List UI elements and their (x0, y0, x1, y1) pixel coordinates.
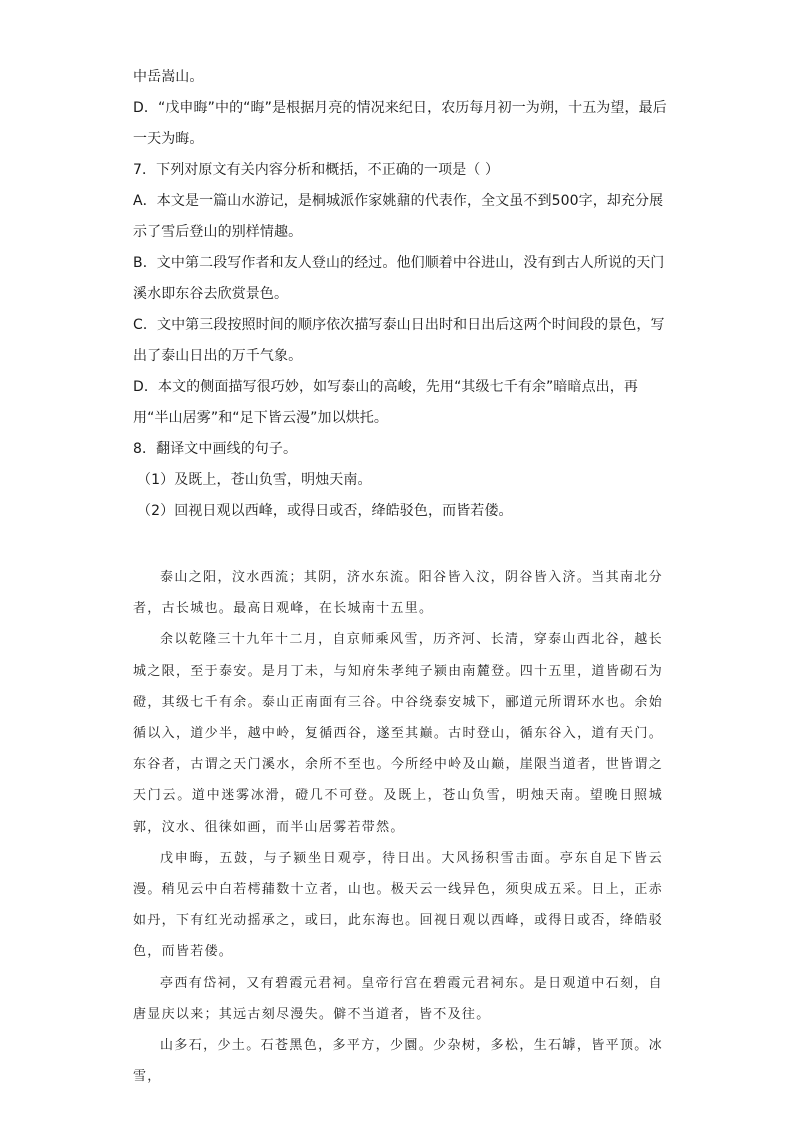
q7-option-b: B．文中第二段写作者和友人登山的经过。他们顺着中谷进山，没有到古人所说的天门溪水即东谷去欣赏景色。 (133, 255, 665, 302)
q7-option-c: C．文中第三段按照时间的顺序依次描写泰山日出时和日出后这两个时间段的景色，写出了泰山日出的万千气象。 (133, 317, 665, 364)
q8-item-1: （1）及既上，苍山负雪，明烛天南。 (137, 472, 372, 488)
q8-item-2: （2）回视日观以西峰，或得日或否，绛皓驳色，而皆若偻。 (137, 503, 513, 519)
q6-tail: 中岳嵩山。 (133, 69, 204, 85)
passage-paragraph-5: 山多石，少土。石苍黑色，多平方，少圜。少杂树，多松，生石罅，皆平顶。冰雪， (133, 1038, 663, 1085)
q6-option-d: D．“戊申晦”中的“晦”是根据月亮的情况来纪日，农历每月初一为朔，十五为望，最后一天为晦。 (133, 100, 667, 147)
classical-passage (133, 562, 663, 1092)
q8-stem: 8．翻译文中画线的句子。 (133, 441, 298, 457)
passage-paragraph-2: 余以乾隆三十九年十二月，自京师乘风雪，历齐河、长清，穿泰山西北谷，越长城之限，至于泰安。是月丁未，与知府朱孝纯子颍由南麓登。四十五里，道皆砌石为磴，其级七千有余。泰山正南面有三谷。中谷绕泰安城下，郦道元所谓环水也。余始循以入，道少半，越中岭，复循西谷，遂至其巅。古时登山，循东谷入，道有天门。东谷者，古谓之天门溪水，余所不至也。今所经中岭及山巅，崖限当道者，世皆谓之天门云。道中迷雾冰滑，磴几不可登。及既上，苍山负雪，明烛天南。望晚日照城郭，汶水、徂徕如画，而半山居雾若带然。 (133, 632, 663, 835)
passage-paragraph-4: 亭西有岱祠，又有碧霞元君祠。皇帝行宫在碧霞元君祠东。是日观道中石刻，自唐显庆以来；其远古刻尽漫失。僻不当道者，皆不及往。 (133, 975, 663, 1022)
q7-stem: 7．下列对原文有关内容分析和概括，不正确的一项是（ ） (133, 162, 500, 178)
q7-option-d: D．本文的侧面描写很巧妙，如写泰山的高峻，先用“其级七千有余”暗暗点出，再用“半山居雾”和“足下皆云漫”加以烘托。 (133, 379, 638, 426)
questions-section (133, 62, 673, 527)
q7-option-a: A．本文是一篇山水游记，是桐城派作家姚鼐的代表作，全文虽不到500字，却充分展示了雪后登山的别样情趣。 (133, 193, 664, 240)
passage-paragraph-3: 戊申晦，五鼓，与子颍坐日观亭，待日出。大风扬积雪击面。亭东自足下皆云漫。稍见云中白若樗蒱数十立者，山也。极天云一线异色，须臾成五采。日上，正赤如丹，下有红光动摇承之，或曰，此东海也。回视日观以西峰，或得日或否，绛皓驳色，而皆若偻。 (133, 850, 663, 960)
passage-paragraph-1: 泰山之阳，汶水西流；其阴，济水东流。阳谷皆入汶，阴谷皆入济。当其南北分者，古长城也。最高日观峰，在长城南十五里。 (133, 570, 663, 617)
